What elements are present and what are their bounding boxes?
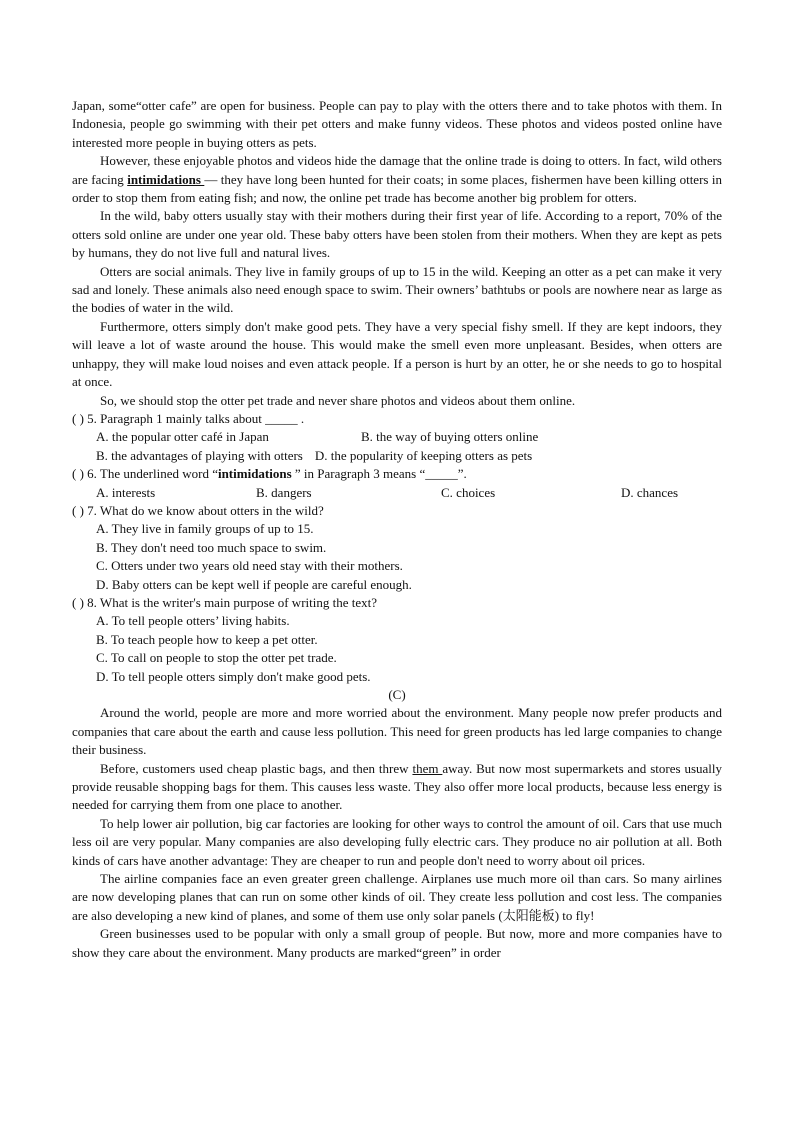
option-7b: B. They don't need too much space to swim.: [96, 539, 327, 555]
paragraph-c3: To help lower air pollution, big car factories are looking for other ways to control the amount of oil. Cars that use much less oil are very popular. Many companies are also developing fully electric cars. They produce no air pollution at all. Both kinds of cars have another advantage: They are cheaper to run and people don't need to worry about oil prices.: [72, 815, 722, 868]
question-5: ( ) 5. Paragraph 1 mainly talks about _____ .: [72, 410, 305, 426]
option-7c: C. Otters under two years old need stay with their mothers.: [96, 558, 403, 574]
option-8c: C. To call on people to stop the otter pet trade.: [96, 650, 337, 666]
option-7a: A. They live in family groups of up to 15.: [96, 521, 314, 537]
paragraph-c4: The airline companies face an even greater green challenge. Airplanes use much more oil than cars. So many airlines are now developing planes that can run on some other kinds of oil. They create less pollution and cost less. The companies are also developing a new kind of planes, and some of them use only solar panels (太阳能板) to fly!: [72, 871, 722, 923]
question-5-options-row2: [96, 447, 722, 465]
paragraph-b4: Otters are social animals. They live in family groups of up to 15 in the wild. Keeping an otter as a pet can make it very sad and lonely. These animals also need enough space to swim. Their owners’ bathtubs or pools are nowhere near as large as the bodies of water in the wild.: [72, 263, 722, 316]
question-6-options: [96, 484, 722, 502]
paragraph-b2: [72, 152, 722, 207]
underlined-word-them: them: [412, 760, 443, 776]
worksheet-page: [72, 97, 722, 962]
option-8d: D. To tell people otters simply don't make good pets.: [96, 668, 371, 684]
paragraph-b5: Furthermore, otters simply don't make good pets. They have a very special fishy smell. If they are kept indoors, they will leave a lot of waste around the house. This would make the smell even more unpleasant. Besides, when otters are unhappy, they will make loud noises and even attack people. If a person is hurt by an otter, he or she needs to go to hospital at once.: [72, 318, 722, 390]
question-7: ( ) 7. What do we know about otters in the wild?: [72, 502, 324, 518]
option-8b: B. To teach people how to keep a pet otter.: [96, 631, 318, 647]
question-6-start: ( ) 6. The underlined word “: [72, 466, 218, 482]
paragraph-b2-end: — they have long been hunted for their coats; in some places, fishermen have been killing otters in order to stop them from eating fish; and now, the online pet trade has become another big problem for otters.: [72, 171, 723, 206]
paragraph-c5: Green businesses used to be popular with only a small group of people. But now, more and more companies have to show they care about the environment. Many products are marked“green” in order: [72, 926, 722, 960]
option-8a: A. To tell people otters’ living habits.: [96, 613, 290, 629]
paragraph-b2-start: However, these enjoyable photos and videos hide the damage that the online trade is doing to otters. In fact, wild others are facing: [72, 153, 722, 187]
option-6b: B. dangers: [256, 484, 312, 500]
option-5a: A. the popular otter café in Japan: [96, 429, 269, 445]
paragraph-b3: In the wild, baby otters usually stay with their mothers during their first year of life. According to a report, 70% of the otters sold online are under one year old. These baby otters have been stolen from their mothers. When they are kept as pets by humans, they do not live full and natural lives.: [72, 208, 722, 261]
paragraph-c2: [72, 760, 722, 815]
question-8: ( ) 8. What is the writer's main purpose of writing the text?: [72, 594, 377, 610]
option-6a: A. interests: [96, 484, 156, 500]
question-6-end: ” in Paragraph 3 means “_____”.: [291, 466, 467, 482]
option-5b: B. the way of buying otters online: [361, 429, 539, 445]
option-6c: C. choices: [441, 484, 496, 500]
question-6: [72, 465, 722, 483]
option-5d: D. the popularity of keeping otters as pets: [314, 447, 533, 463]
option-6d: D. chances: [621, 484, 679, 500]
underlined-word-intimidations: intimidations: [127, 171, 205, 187]
option-5c: B. the advantages of playing with otters: [96, 447, 303, 463]
question-5-options-row1: [96, 428, 722, 446]
paragraph-b6: So, we should stop the otter pet trade and never share photos and videos about them online.: [100, 392, 576, 408]
paragraph-c2-end: away. But now most supermarkets and stores usually provide reusable shopping bags for them. This causes less waste. They also offer more local products, because less energy is needed for carrying them from one place to another.: [72, 760, 723, 813]
question-6-word: intimidations: [217, 466, 292, 482]
section-c-heading: (C): [388, 687, 406, 702]
paragraph-c2-start: Before, customers used cheap plastic bags, and then threw: [100, 760, 413, 776]
paragraph-c1: Around the world, people are more and more worried about the environment. Many people now prefer products and companies that care about the earth and cause less pollution. This need for green products has led large companies to change their business.: [72, 705, 722, 758]
paragraph-b1: Japan, some“otter cafe” are open for business. People can pay to play with the otters there and to take photos with them. In Indonesia, people go swimming with their pet otters and make funny videos. These photos and videos posted online have interested more people in buying otters as pets.: [72, 98, 722, 150]
option-7d: D. Baby otters can be kept well if people are careful enough.: [96, 576, 412, 592]
